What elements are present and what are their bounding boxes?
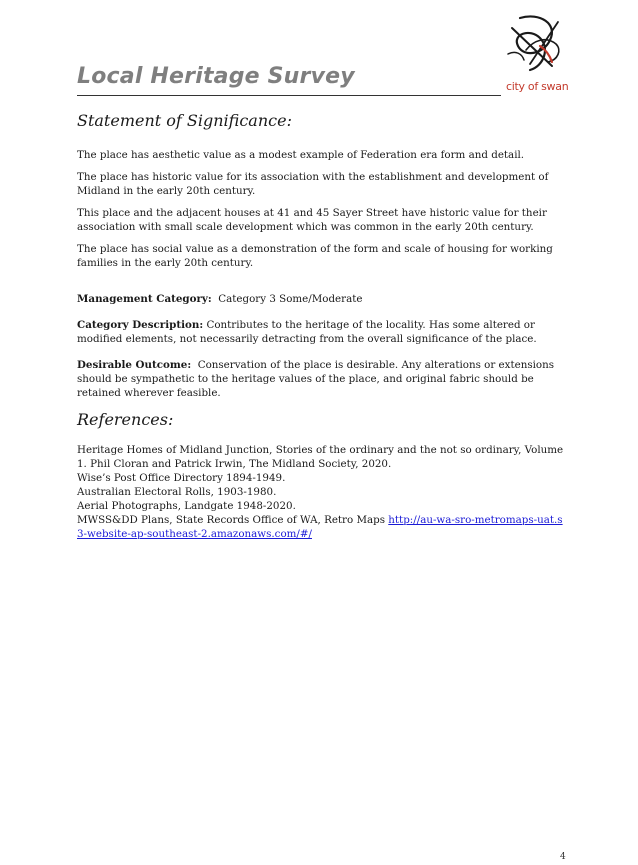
significance-paragraph: This place and the adjacent houses at 41 and 45 Sayer Street have historic value for their association with small scale development which was common in the early 20th century. xyxy=(77,207,547,233)
management-category xyxy=(77,292,567,306)
desirable-outcome-value: Conservation of the place is desirable. Any alterations or extensions should be sympathetic to the heritage values of the place, and original fabric should be retained wherever feasible. xyxy=(77,359,555,399)
significance-paragraph: The place has social value as a demonstration of the form and scale of housing for working families in the early 20th century. xyxy=(77,243,553,269)
swan-logo-icon xyxy=(500,10,570,80)
reference-item: Wise’s Post Office Directory 1894-1949. xyxy=(77,472,286,484)
reference-item: Heritage Homes of Midland Junction, Stories of the ordinary and the not so ordinary, Volume 1. Phil Cloran and Patrick Irwin, The Midland Society, 2020. xyxy=(77,444,564,470)
page-number: 4 xyxy=(560,852,566,862)
management-category-value: Category 3 Some/Moderate xyxy=(218,293,363,305)
references-list xyxy=(77,443,567,541)
reference-item xyxy=(77,513,567,541)
significance-paragraph: The place has aesthetic value as a modest example of Federation era form and detail. xyxy=(77,149,525,161)
management-category-label: Management Category: xyxy=(77,293,212,305)
desirable-outcome xyxy=(77,358,567,400)
reference-item: Australian Electoral Rolls, 1903-1980. xyxy=(77,486,277,498)
category-description-label: Category Description: xyxy=(77,319,204,331)
city-of-swan-logo xyxy=(500,10,570,96)
header-rule xyxy=(77,95,501,96)
significance-paragraph: The place has historic value for its association with the establishment and development of Midland in the early 20th century. xyxy=(77,171,549,197)
reference-item: Aerial Photographs, Landgate 1948-2020. xyxy=(77,500,296,512)
category-description-value: Contributes to the heritage of the locality. Has some altered or modified elements, not necessarily detracting from the overall significance of the place. xyxy=(77,319,537,345)
reference-item-text: MWSS&DD Plans, State Records Office of WA, Retro Maps xyxy=(77,514,389,526)
category-description xyxy=(77,318,567,346)
references-heading: References: xyxy=(77,410,174,429)
significance-heading: Statement of Significance: xyxy=(77,111,292,130)
logo-text: city of swan xyxy=(506,80,569,93)
survey-title: Local Heritage Survey xyxy=(77,64,355,89)
desirable-outcome-label: Desirable Outcome: xyxy=(77,359,192,371)
retro-maps-link[interactable]: http://au-wa-sro-metromaps-uat.s3-website-ap-southeast-2.amazonaws.com/#/ xyxy=(77,514,563,540)
main-content xyxy=(77,111,567,541)
